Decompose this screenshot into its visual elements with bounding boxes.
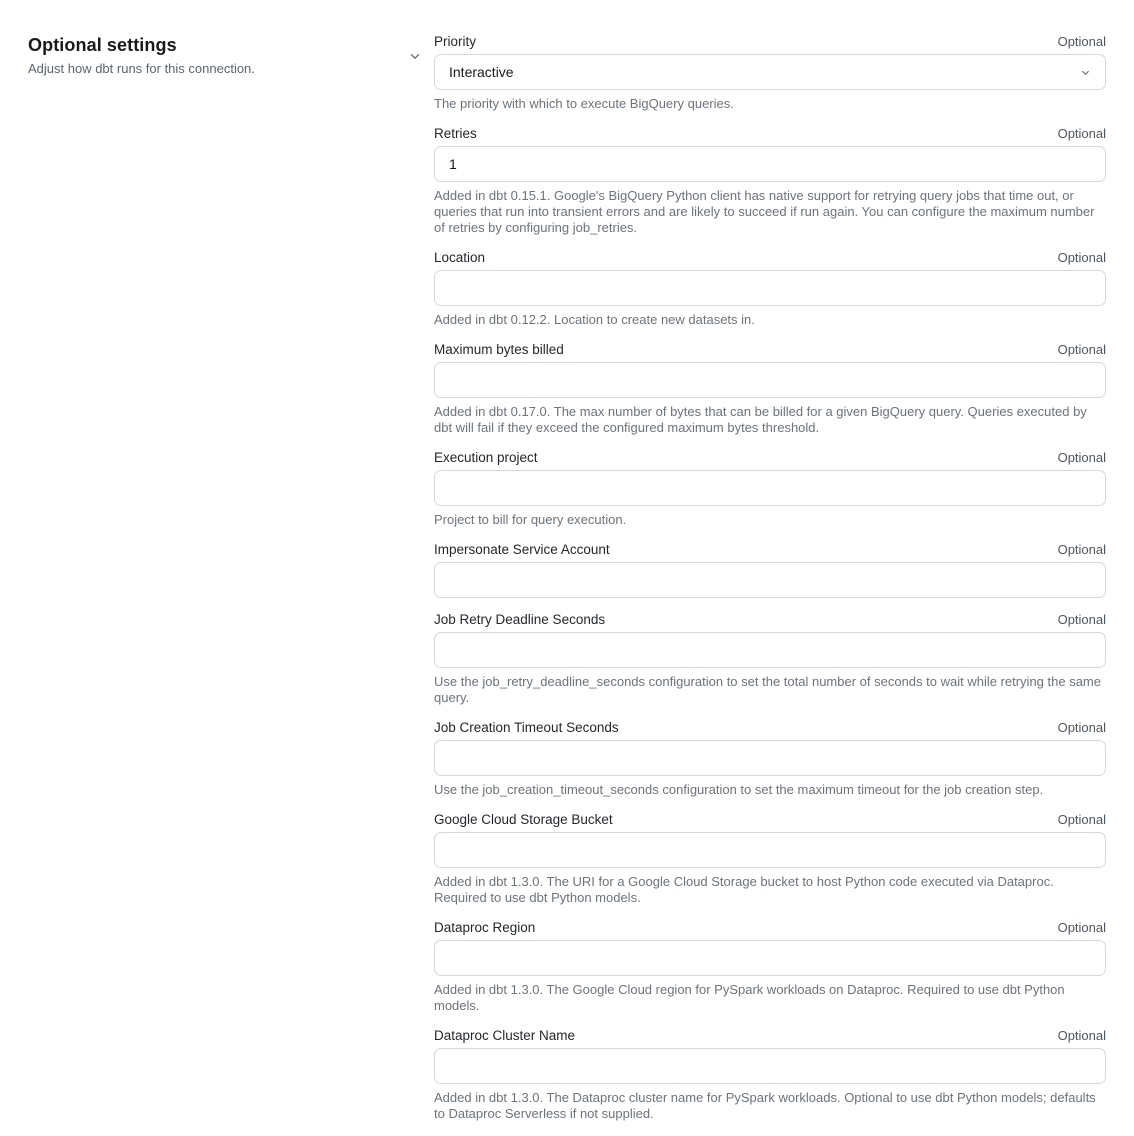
optional-tag: Optional	[1057, 342, 1106, 357]
field-job-retry-deadline-seconds	[434, 612, 1106, 706]
optional-tag: Optional	[1057, 612, 1106, 627]
optional-tag: Optional	[1057, 1028, 1106, 1043]
maximum-bytes-billed-helper: Added in dbt 0.17.0. The max number of bytes that can be billed for a given BigQuery query. Queries executed by dbt will fail if they exceed the configured maximum bytes threshold.	[434, 404, 1087, 435]
dataproc-region-helper: Added in dbt 1.3.0. The Google Cloud region for PySpark workloads on Dataproc. Required to use dbt Python models.	[434, 982, 1065, 1013]
section-collapse-area	[396, 34, 434, 67]
field-execution-project	[434, 450, 1106, 528]
job-retry-deadline-seconds-label: Job Retry Deadline Seconds	[434, 612, 606, 627]
section-title: Optional settings	[28, 35, 177, 55]
job-retry-deadline-seconds-input[interactable]	[434, 632, 1106, 668]
execution-project-label: Execution project	[434, 450, 538, 465]
priority-label: Priority	[434, 34, 477, 49]
field-priority	[434, 34, 1106, 112]
field-maximum-bytes-billed	[434, 342, 1106, 436]
location-helper: Added in dbt 0.12.2. Location to create new datasets in.	[434, 312, 755, 327]
job-retry-deadline-seconds-helper: Use the job_retry_deadline_seconds configuration to set the total number of seconds to wait while retrying the same query.	[434, 674, 1101, 705]
location-label: Location	[434, 250, 486, 265]
section-header	[28, 34, 396, 77]
maximum-bytes-billed-label: Maximum bytes billed	[434, 342, 564, 357]
field-retries	[434, 126, 1106, 236]
retries-helper: Added in dbt 0.15.1. Google's BigQuery Python client has native support for retrying query jobs that time out, or queries that run into transient errors and are likely to succeed if run again. You can configure the maximum number of retries by configuring job_retries.	[434, 188, 1095, 235]
job-creation-timeout-seconds-helper: Use the job_creation_timeout_seconds configuration to set the maximum timeout for the job creation step.	[434, 782, 1044, 797]
dataproc-region-label: Dataproc Region	[434, 920, 536, 935]
google-cloud-storage-bucket-input[interactable]	[434, 832, 1106, 868]
execution-project-input[interactable]	[434, 470, 1106, 506]
field-job-creation-timeout-seconds	[434, 720, 1106, 798]
impersonate-service-account-input[interactable]	[434, 562, 1106, 598]
optional-tag: Optional	[1057, 920, 1106, 935]
impersonate-service-account-label: Impersonate Service Account	[434, 542, 610, 557]
retries-input[interactable]	[434, 146, 1106, 182]
dataproc-cluster-name-label: Dataproc Cluster Name	[434, 1028, 576, 1043]
field-dataproc-cluster-name	[434, 1028, 1106, 1122]
optional-settings-form	[434, 34, 1106, 1136]
chevron-down-icon	[1080, 67, 1091, 78]
retries-label: Retries	[434, 126, 477, 141]
field-impersonate-service-account	[434, 542, 1106, 598]
chevron-down-icon	[408, 49, 422, 66]
field-location	[434, 250, 1106, 328]
location-input[interactable]	[434, 270, 1106, 306]
optional-tag: Optional	[1057, 126, 1106, 141]
dataproc-cluster-name-helper: Added in dbt 1.3.0. The Dataproc cluster name for PySpark workloads. Optional to use dbt Python models; defaults to Dataproc Serverless if not supplied.	[434, 1090, 1096, 1121]
job-creation-timeout-seconds-input[interactable]	[434, 740, 1106, 776]
optional-tag: Optional	[1057, 250, 1106, 265]
optional-tag: Optional	[1057, 720, 1106, 735]
priority-select[interactable]	[434, 54, 1106, 90]
dataproc-region-input[interactable]	[434, 940, 1106, 976]
google-cloud-storage-bucket-label: Google Cloud Storage Bucket	[434, 812, 613, 827]
optional-tag: Optional	[1057, 812, 1106, 827]
google-cloud-storage-bucket-helper: Added in dbt 1.3.0. The URI for a Google Cloud Storage bucket to host Python code executed via Dataproc. Required to use dbt Python models.	[434, 874, 1054, 905]
optional-tag: Optional	[1057, 450, 1106, 465]
section-collapse-button[interactable]	[405, 47, 425, 67]
optional-tag: Optional	[1057, 34, 1106, 49]
execution-project-helper: Project to bill for query execution.	[434, 512, 627, 527]
maximum-bytes-billed-input[interactable]	[434, 362, 1106, 398]
optional-tag: Optional	[1057, 542, 1106, 557]
priority-select-value: Interactive	[449, 64, 514, 80]
job-creation-timeout-seconds-label: Job Creation Timeout Seconds	[434, 720, 619, 735]
field-dataproc-region	[434, 920, 1106, 1014]
priority-helper: The priority with which to execute BigQuery queries.	[434, 96, 734, 111]
section-subtitle: Adjust how dbt runs for this connection.	[28, 61, 255, 76]
field-google-cloud-storage-bucket	[434, 812, 1106, 906]
dataproc-cluster-name-input[interactable]	[434, 1048, 1106, 1084]
